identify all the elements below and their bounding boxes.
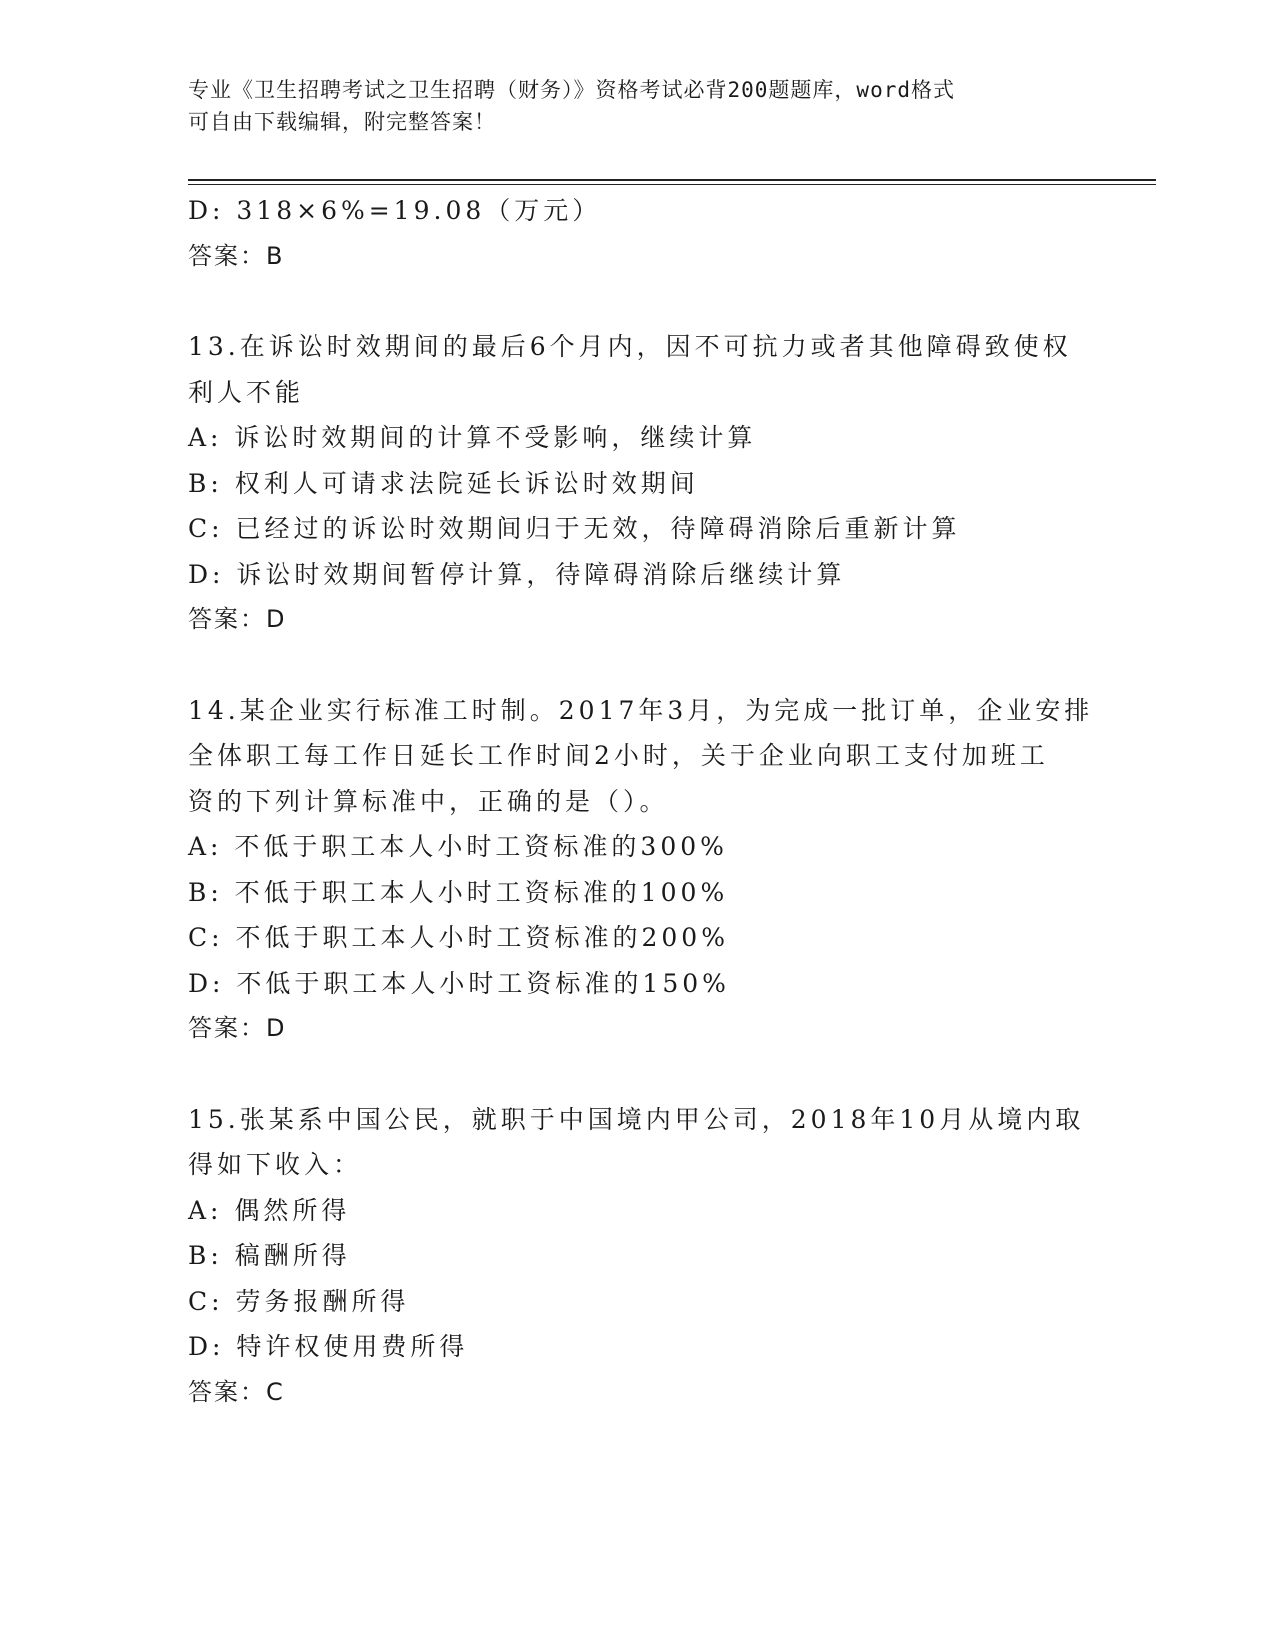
- spacer: [188, 279, 1088, 324]
- answer-line: 答案：B: [188, 241, 285, 270]
- question-14: [188, 688, 1094, 1052]
- answer-line: 答案：D: [188, 605, 287, 633]
- header-divider-thick: [188, 179, 1156, 181]
- option-b: B: 稿酬所得: [188, 1241, 351, 1270]
- question-stem-line: 13.在诉讼时效期间的最后6个月内，因不可抗力或者其他障碍致使权: [188, 332, 1072, 361]
- option-c: C: 不低于职工本人小时工资标准的200%: [188, 923, 729, 952]
- spacer: [188, 1052, 1088, 1097]
- answer-line: 答案：C: [188, 1377, 285, 1406]
- document-body: [188, 188, 1094, 1415]
- question-stem-line: 15.张某系中国公民，就职于中国境内甲公司，2018年10月从境内取: [188, 1104, 1085, 1134]
- option-d: D: 318×6%=19.08（万元）: [188, 196, 602, 225]
- spacer: [188, 643, 1088, 688]
- question-stem-line: 资的下列计算标准中，正确的是（）。: [188, 786, 669, 816]
- option-c: C: 已经过的诉讼时效期间归于无效，待障碍消除后重新计算: [188, 514, 961, 543]
- option-d: D: 诉讼时效期间暂停计算，待障碍消除后继续计算: [188, 559, 846, 589]
- header-title-line-1: 专业《卫生招聘考试之卫生招聘（财务）》资格考试必背200题题库，word格式: [188, 78, 955, 102]
- header-title-line-2: 可自由下载编辑，附完整答案！: [188, 110, 496, 134]
- question-stem-line: 14.某企业实行标准工时制。2017年3月，为完成一批订单，企业安排: [188, 695, 1094, 725]
- question-12-tail: [188, 188, 1088, 279]
- question-13: [188, 324, 1088, 643]
- document-header: [188, 74, 1068, 138]
- header-divider-thin: [188, 184, 1156, 185]
- question-stem-line: 利人不能: [188, 377, 305, 407]
- option-b: B: 不低于职工本人小时工资标准的100%: [188, 877, 729, 907]
- question-stem-line: 得如下收入：: [188, 1150, 363, 1179]
- option-c: C: 劳务报酬所得: [188, 1286, 410, 1316]
- option-a: A: 偶然所得: [188, 1195, 351, 1225]
- option-d: D: 特许权使用费所得: [188, 1332, 469, 1361]
- option-b: B: 权利人可请求法院延长诉讼时效期间: [188, 468, 699, 498]
- option-d: D: 不低于职工本人小时工资标准的150%: [188, 968, 730, 998]
- question-stem-line: 全体职工每工作日延长工作时间2小时，关于企业向职工支付加班工: [188, 741, 1049, 770]
- question-15: [188, 1097, 1088, 1416]
- option-a: A: 诉讼时效期间的计算不受影响，继续计算: [188, 423, 757, 452]
- answer-line: 答案：D: [188, 1014, 287, 1042]
- option-a: A: 不低于职工本人小时工资标准的300%: [188, 832, 728, 861]
